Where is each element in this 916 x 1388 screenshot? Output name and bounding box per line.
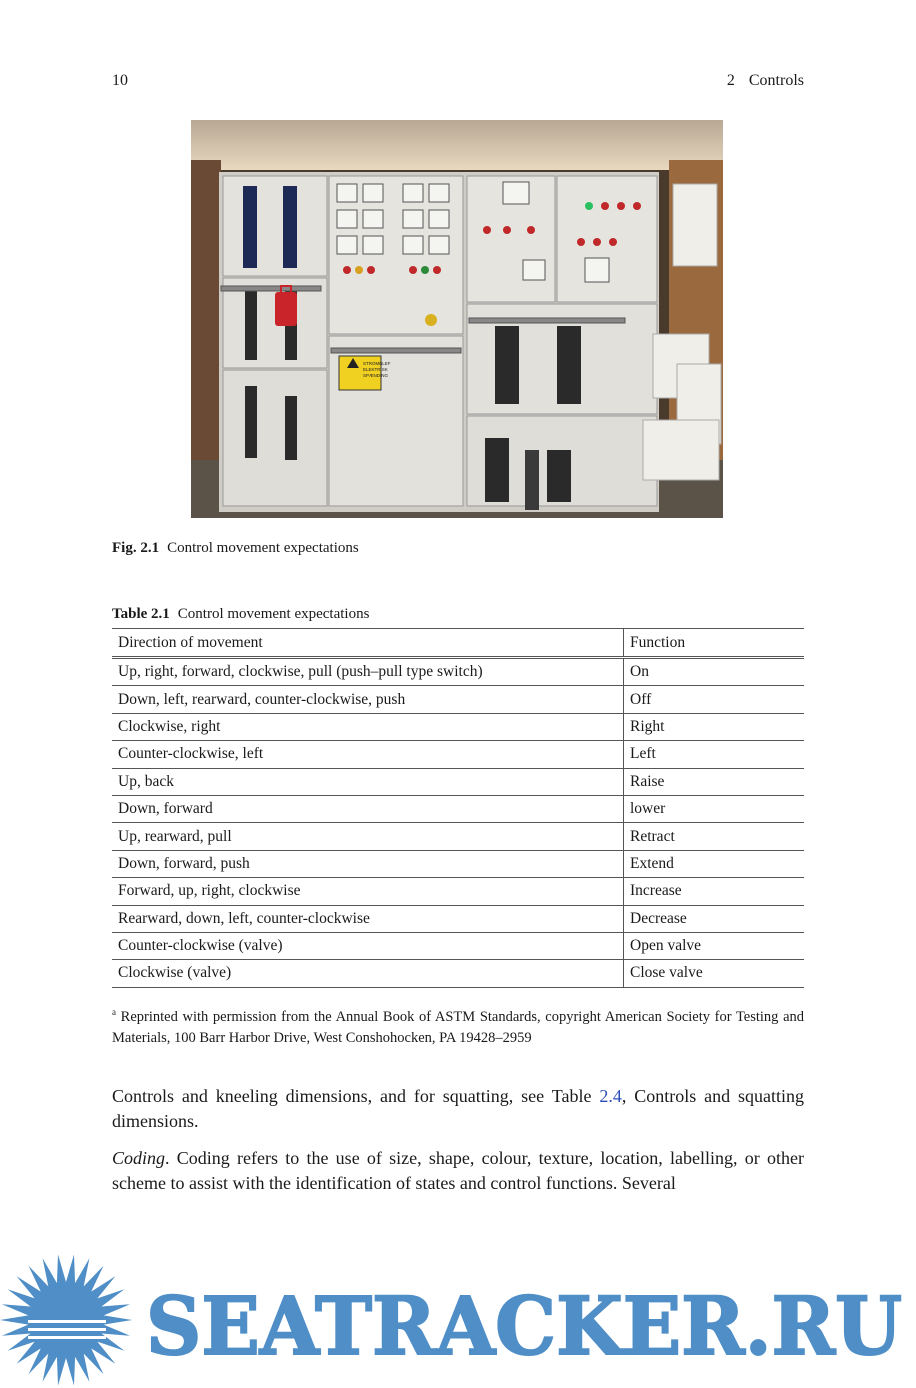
watermark xyxy=(0,1252,916,1388)
panel-top-left xyxy=(223,176,327,276)
table-caption xyxy=(112,606,369,623)
footnote-text: Reprinted with permission from the Annual Book of ASTM Standards, copyright American Society for Testing and Materials, 100 Barr Harbor Drive, West Conshohocken, PA 19428–2959 xyxy=(112,1008,805,1046)
control-movement-table xyxy=(112,628,804,988)
column-header-function: Function xyxy=(624,629,805,658)
table-footnote xyxy=(112,1002,804,1049)
direction-cell: Clockwise (valve) xyxy=(112,960,624,987)
page-number: 10 xyxy=(112,72,128,89)
direction-cell: Counter-clockwise, left xyxy=(112,741,624,768)
function-cell: Off xyxy=(624,686,805,713)
table-row xyxy=(112,713,804,740)
table-row xyxy=(112,686,804,713)
warning-sign-line-1: STROMBLEF xyxy=(363,361,391,366)
table-label: Table 2.1 xyxy=(112,606,170,622)
body-text xyxy=(112,1084,804,1208)
table-header-row xyxy=(112,629,804,658)
table-row xyxy=(112,768,804,795)
paragraph xyxy=(112,1084,804,1134)
figure-photo xyxy=(191,120,723,518)
direction-cell: Counter-clockwise (valve) xyxy=(112,932,624,959)
table-row xyxy=(112,658,804,686)
function-cell: Increase xyxy=(624,878,805,905)
function-cell: Close valve xyxy=(624,960,805,987)
table-row xyxy=(112,932,804,959)
chapter-heading xyxy=(727,72,804,90)
panel-lamps-right xyxy=(557,176,657,302)
lockout-tag xyxy=(275,286,297,326)
table-row xyxy=(112,823,804,850)
table-row xyxy=(112,741,804,768)
table-row xyxy=(112,795,804,822)
footnote-marker: a xyxy=(112,1007,116,1017)
running-head xyxy=(112,72,804,92)
function-cell: Extend xyxy=(624,850,805,877)
coding-term: Coding xyxy=(112,1148,166,1168)
function-cell: Raise xyxy=(624,768,805,795)
direction-cell: Up, right, forward, clockwise, pull (push–pull type switch) xyxy=(112,658,624,686)
table-reference-link[interactable]: 2.4 xyxy=(599,1086,622,1106)
column-header-direction: Direction of movement xyxy=(112,629,624,658)
paragraph-text: , Controls and squatting dimensions. xyxy=(112,1086,804,1131)
function-cell: Retract xyxy=(624,823,805,850)
direction-cell: Clockwise, right xyxy=(112,713,624,740)
direction-cell: Forward, up, right, clockwise xyxy=(112,878,624,905)
panel-low-left xyxy=(223,370,327,506)
direction-cell: Up, back xyxy=(112,768,624,795)
paragraph-text: . Coding refers to the use of size, shape, colour, texture, location, labelling, or other scheme to assist with the identification of states and control functions. Several xyxy=(112,1148,804,1193)
direction-cell: Rearward, down, left, counter-clockwise xyxy=(112,905,624,932)
chair-back xyxy=(525,450,539,510)
figure-label: Fig. 2.1 xyxy=(112,540,160,556)
table-row xyxy=(112,905,804,932)
paragraph xyxy=(112,1146,804,1196)
figure-caption-text: Control movement expectations xyxy=(167,540,359,556)
figure-caption xyxy=(112,540,359,557)
direction-cell: Down, left, rearward, counter-clockwise, push xyxy=(112,686,624,713)
chapter-number: 2 xyxy=(726,72,735,89)
function-cell: Right xyxy=(624,713,805,740)
table-caption-text: Control movement expectations xyxy=(177,606,370,622)
paragraph-text: Controls and kneeling dimensions, and for squatting, see Table xyxy=(112,1086,600,1106)
warning-sign-line-3: SPÆNDING xyxy=(363,373,389,378)
function-cell: On xyxy=(624,658,805,686)
direction-cell: Down, forward xyxy=(112,795,624,822)
table-row xyxy=(112,850,804,877)
function-cell: Decrease xyxy=(624,905,805,932)
function-cell: Left xyxy=(624,741,805,768)
table-row xyxy=(112,878,804,905)
direction-cell: Down, forward, push xyxy=(112,850,624,877)
sun-icon xyxy=(0,1255,132,1386)
ceiling xyxy=(191,120,723,170)
chapter-title: Controls xyxy=(748,72,804,89)
warning-sign-line-2: ELEKTRISK xyxy=(363,367,388,372)
function-cell: lower xyxy=(624,795,805,822)
function-cell: Open valve xyxy=(624,932,805,959)
watermark-text: SEATRACKER.RU xyxy=(146,1279,902,1373)
switchboard-photo xyxy=(191,120,723,518)
direction-cell: Up, rearward, pull xyxy=(112,823,624,850)
table-row xyxy=(112,960,804,987)
